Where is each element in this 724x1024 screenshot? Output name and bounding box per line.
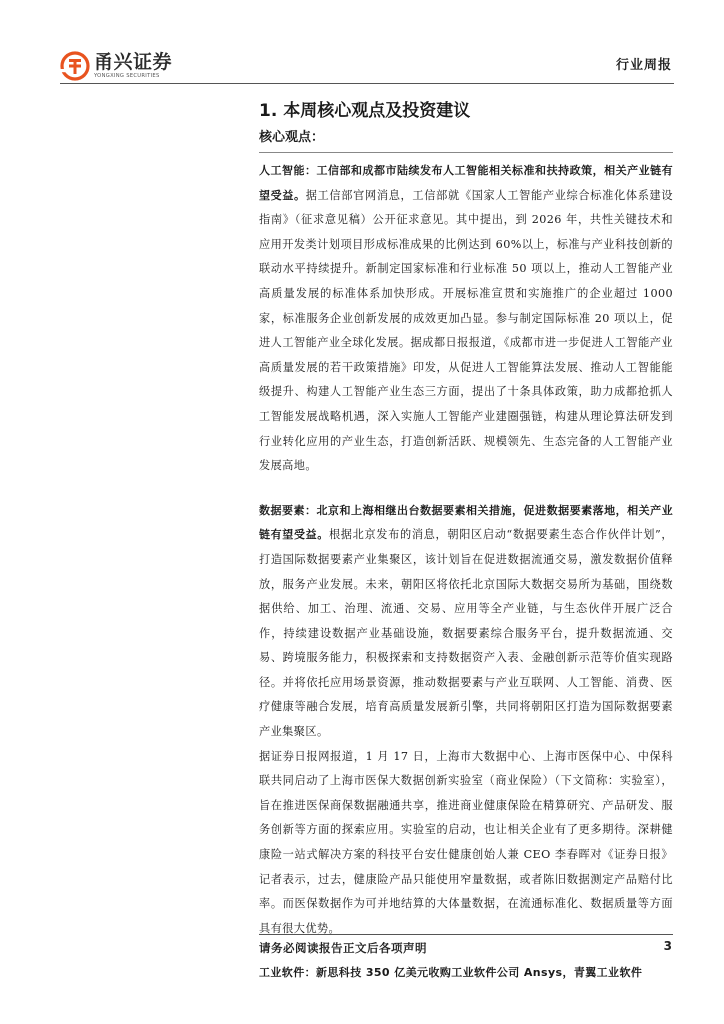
page-number: 3 — [663, 939, 672, 953]
section-title: 1. 本周核心观点及投资建议 — [259, 101, 471, 121]
paragraph-text: 据工信部官网消息，工信部就《国家人工智能产业综合标准化体系建设指南》（征求意见稿）公开征求意见。其中提出，到 2026 年，共性关键技术和应用开发类计划项目形成标准成果的比例达到 60%以上，标准与产业科技创新的联动水平持续提升。新制定国家标准和行业标准 50 项以上，推动人工智能产业高质量发展的标准体系加快形成。开展标准宣贯和实施推广的企业超过 1000 家，标准服务企业创新发展的成效更加凸显。参与制定国际标准 20 项以上，促进人工智能产业全球化发展。据成都日报报道，《成都市进一步促进人工智能产业高质量发展的若干政策措施》印发，从促进人工智能算法发展、推动人工智能能级提升、构建人工智能产业生态三方面，提出了十条具体政策，助力成都抢抓人工智能发展战略机遇，深入实施人工智能产业建圈强链，构建从理论算法研发到行业转化应用的产业生态，打造创新活跃、规模领先、生态完备的人工智能产业发展高地。 — [259, 188, 673, 473]
footer-divider — [259, 934, 673, 935]
page-header — [60, 44, 674, 84]
report-type: 行业周报 — [615, 58, 672, 73]
logo-name-en: YONGXING SECURITIES — [94, 72, 160, 79]
subtitle-divider — [259, 152, 673, 153]
section-subtitle: 核心观点： — [259, 130, 325, 145]
paragraph-lead: 数据要素：北京和上海相继出台数据要素相关措施，促进数据要素落地，相关产业链有望受益。 — [259, 503, 673, 542]
logo-name-cn: 甬兴证券 — [94, 50, 173, 73]
logo-mark-icon — [60, 51, 90, 81]
paragraph-data-elements — [259, 499, 673, 745]
main-content — [259, 96, 673, 986]
paragraph-lead: 人工智能：工信部和成都市陆续发布人工智能相关标准和扶持政策，相关产业链有望受益。 — [259, 164, 673, 202]
paragraph-ai — [259, 159, 673, 479]
header-divider — [60, 83, 674, 84]
paragraph-industrial-software — [259, 961, 673, 986]
paragraph-lead: 工业软件：新思科技 350 亿美元收购工业软件公司 Ansys，青翼工业软件 — [259, 966, 643, 980]
paragraph-text: 据证券日报网报道，1 月 17 日，上海市大数据中心、上海市医保中心、中保科联共同启动了上海市医保大数据创新实验室（商业保险）（下文简称：实验室），旨在推进医保商保数据融通共享，推进商业健康保险在精算研究、产品研发、服务创新等方面的探索应用。实验室的启动，也让相关企业有了更多期待。深耕健康险一站式解决方案的科技平台安仕健康创始人兼 CEO 李春晖对《证券日报》记者表示，过去，健康险产品只能使用窄量数据，或者陈旧数据测定产品赔付比率。而医保数据作为可并地结算的大体量数据，在流通标准化、数据质量等方面具有很大优势。 — [259, 749, 673, 935]
paragraph-medical-data — [259, 745, 673, 942]
paragraph-text: 根据北京发布的消息，朝阳区启动“数据要素生态合作伙伴计划”，打造国际数据要素产业集聚区，该计划旨在促进数据流通交易，激发数据价值释放，服务产业发展。未来，朝阳区将依托北京国际大数据交易所为基础，围绕数据供给、加工、治理、流通、交易、应用等全产业链，与生态伙伴开展广泛合作，持续建设数据产业基础设施，数据要素综合服务平台，提升数据流通、交易、跨境服务能力，积极探索和支持数据资产入表、金融创新示范等价值实现路径。并将依托应用场景资源，推动数据要素与产业互联网、人工智能、消费、医疗健康等融合发展，培育高质量发展新引擎，共同将朝阳区打造为国际数据要素产业集聚区。 — [259, 528, 673, 739]
footer-disclaimer: 请务必阅读报告正文后各项声明 — [259, 941, 427, 955]
company-logo — [60, 48, 172, 84]
